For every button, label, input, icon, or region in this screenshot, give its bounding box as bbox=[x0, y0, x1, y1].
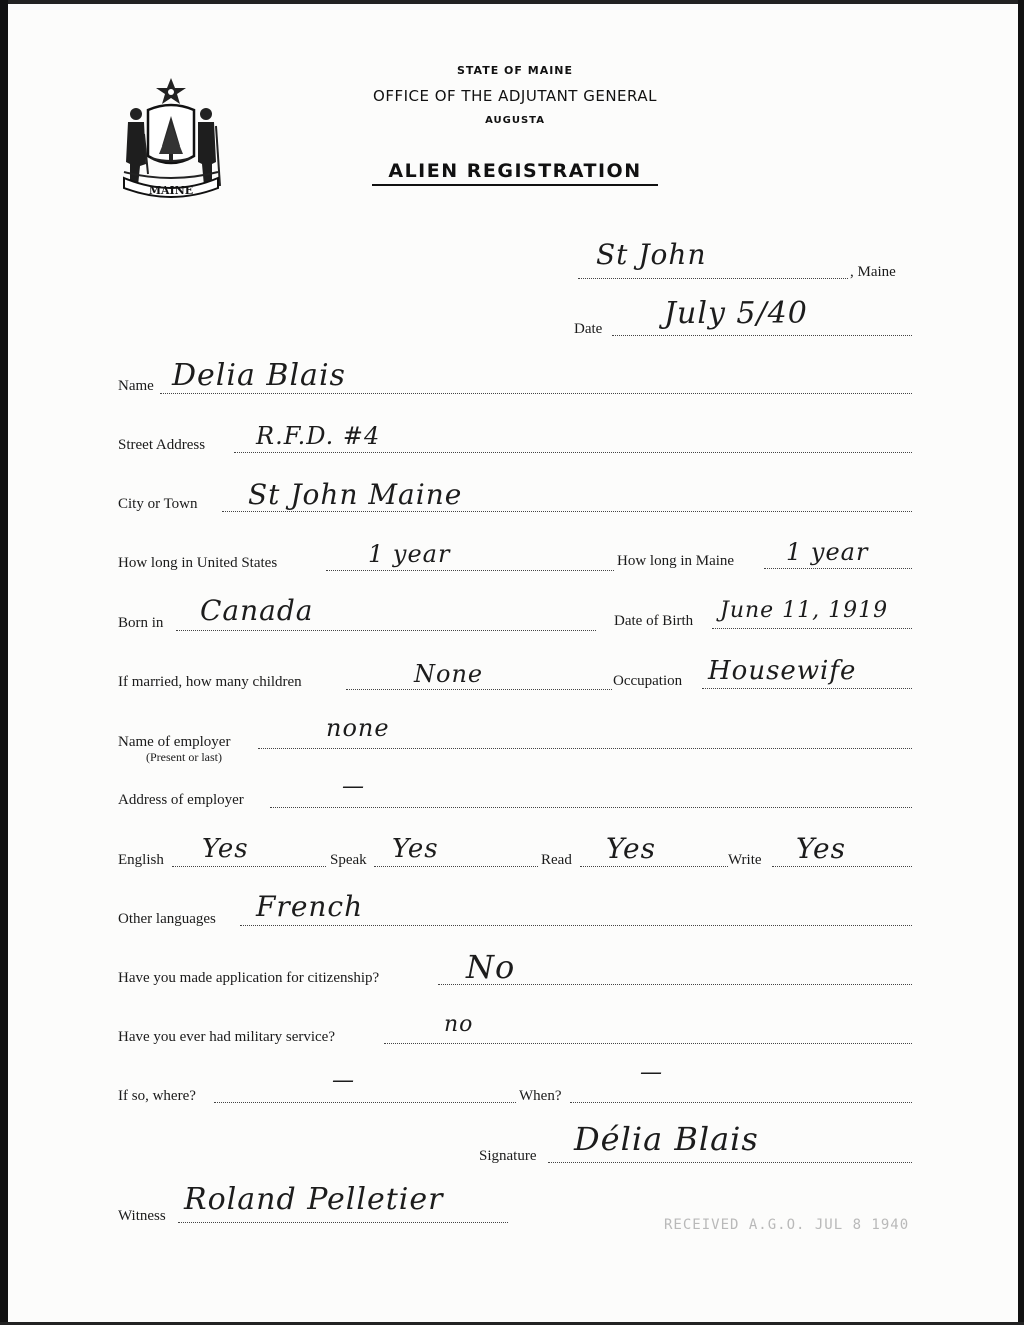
city-label: City or Town bbox=[118, 496, 198, 512]
employer-line bbox=[258, 748, 912, 749]
occupation-value: Housewife bbox=[708, 656, 857, 686]
military-value: no bbox=[444, 1012, 474, 1037]
place-suffix: , Maine bbox=[850, 264, 896, 280]
date-label: Date bbox=[574, 321, 603, 337]
employer-label: Name of employer bbox=[118, 734, 231, 750]
place-value: St John bbox=[596, 238, 707, 271]
born-value: Canada bbox=[200, 594, 314, 627]
how-long-us-value: 1 year bbox=[368, 540, 451, 568]
employer-address-value: — bbox=[342, 774, 365, 799]
city-line bbox=[222, 511, 912, 512]
how-long-us-line bbox=[326, 570, 614, 571]
signature-line bbox=[548, 1162, 912, 1163]
military-line bbox=[384, 1043, 912, 1044]
where-line bbox=[214, 1102, 516, 1103]
street-value: R.F.D. #4 bbox=[256, 422, 381, 450]
speak-label: Speak bbox=[330, 852, 367, 868]
children-label: If married, how many children bbox=[118, 674, 302, 690]
born-label: Born in bbox=[118, 615, 164, 631]
when-line bbox=[570, 1102, 912, 1103]
header-office: OFFICE OF THE ADJUTANT GENERAL bbox=[373, 87, 657, 105]
occupation-line bbox=[702, 688, 912, 689]
born-line bbox=[176, 630, 596, 631]
citizenship-value: No bbox=[466, 948, 516, 986]
witness-line bbox=[178, 1222, 508, 1223]
speak-value: Yes bbox=[392, 834, 439, 864]
dob-line bbox=[712, 628, 912, 629]
name-value: Delia Blais bbox=[172, 358, 346, 393]
english-label: English bbox=[118, 852, 164, 868]
scan-border-top bbox=[0, 0, 1024, 4]
employer-address-label: Address of employer bbox=[118, 792, 244, 808]
seal-scroll-text: MAINE bbox=[148, 184, 194, 197]
scan-border-right bbox=[1018, 0, 1024, 1325]
employer-value: none bbox=[326, 714, 390, 742]
employer-note: (Present or last) bbox=[146, 750, 222, 764]
other-languages-value: French bbox=[256, 890, 364, 923]
witness-label: Witness bbox=[118, 1208, 166, 1224]
read-label: Read bbox=[541, 852, 572, 868]
city-value: St John Maine bbox=[248, 478, 463, 511]
how-long-us-label: How long in United States bbox=[118, 555, 278, 571]
where-label: If so, where? bbox=[118, 1088, 196, 1104]
how-long-maine-line bbox=[764, 568, 912, 569]
how-long-maine-label: How long in Maine bbox=[617, 553, 735, 569]
place-line bbox=[578, 278, 848, 279]
form-title: ALIEN REGISTRATION bbox=[372, 160, 658, 186]
when-label: When? bbox=[519, 1088, 562, 1104]
employer-address-line bbox=[270, 807, 912, 808]
write-label: Write bbox=[728, 852, 762, 868]
witness-value: Roland Pelletier bbox=[184, 1182, 444, 1217]
speak-line bbox=[374, 866, 538, 867]
name-line bbox=[160, 393, 912, 394]
when-value: — bbox=[640, 1060, 663, 1085]
signature-value: Délia Blais bbox=[574, 1120, 759, 1158]
military-label: Have you ever had military service? bbox=[118, 1029, 335, 1045]
write-value: Yes bbox=[796, 832, 846, 865]
header-state: STATE OF MAINE bbox=[456, 64, 574, 77]
how-long-maine-value: 1 year bbox=[786, 538, 869, 566]
dob-label: Date of Birth bbox=[614, 613, 694, 629]
where-value: — bbox=[332, 1068, 355, 1093]
street-line bbox=[234, 452, 912, 453]
write-line bbox=[772, 866, 912, 867]
signature-label: Signature bbox=[479, 1148, 537, 1164]
children-line bbox=[346, 689, 612, 690]
date-value: July 5/40 bbox=[664, 296, 808, 331]
scan-border-left bbox=[0, 0, 8, 1325]
other-languages-line bbox=[240, 925, 912, 926]
date-line bbox=[612, 335, 912, 336]
street-label: Street Address bbox=[118, 437, 206, 453]
english-line bbox=[172, 866, 326, 867]
received-stamp: RECEIVED A.G.O. JUL 8 1940 bbox=[664, 1217, 910, 1233]
occupation-label: Occupation bbox=[613, 673, 683, 689]
children-value: None bbox=[414, 660, 484, 688]
dob-value: June 11, 1919 bbox=[720, 598, 889, 623]
read-value: Yes bbox=[606, 832, 656, 865]
read-line bbox=[580, 866, 728, 867]
header-city: AUGUSTA bbox=[485, 115, 545, 126]
other-languages-label: Other languages bbox=[118, 911, 216, 927]
english-value: Yes bbox=[202, 834, 249, 864]
maine-seal-icon bbox=[118, 74, 224, 202]
citizenship-label: Have you made application for citizenship? bbox=[118, 970, 380, 986]
name-label: Name bbox=[118, 378, 154, 394]
